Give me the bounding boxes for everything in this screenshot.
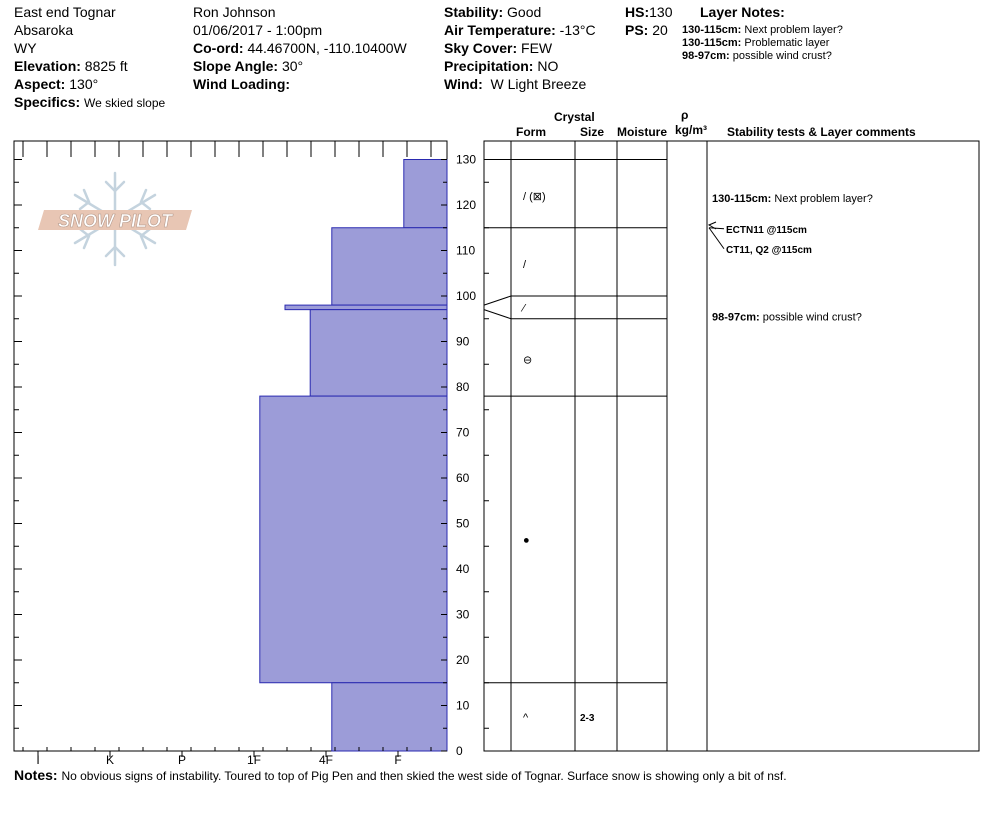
layer-comment-range: 130-115cm:	[712, 193, 772, 206]
height-tick-label: 30	[456, 607, 470, 622]
hardness-tick-label: 4F	[318, 753, 334, 767]
layer-note-text: possible wind crust?	[732, 50, 832, 62]
stability-test-result: CT11, Q2 @115cm	[726, 244, 812, 256]
layer-comment-range: 98-97cm:	[712, 311, 760, 324]
precip-value: NO	[537, 58, 559, 74]
layer-comment-text: possible wind crust?	[759, 311, 862, 324]
layer-comment	[712, 311, 862, 323]
stability-label: Stability:	[444, 4, 504, 20]
slope-value: 30°	[281, 58, 304, 74]
layer-note-text: Next problem layer?	[744, 24, 843, 36]
hardness-layer-bar	[285, 305, 447, 310]
aspect-label: Aspect:	[14, 76, 66, 92]
sky-value: FEW	[521, 40, 553, 56]
crystal-form-symbol: ⊖	[523, 354, 533, 367]
hardness-tick-label: K	[105, 753, 115, 767]
hs-value: 130	[649, 4, 673, 20]
hardness-layer-bar	[260, 396, 447, 683]
height-tick-label: 80	[456, 380, 470, 394]
hardness-layer-bar	[332, 683, 447, 751]
comments-header: Stability tests & Layer comments	[727, 125, 916, 139]
layer-connector-line	[484, 310, 511, 319]
hardness-tick-label: F	[394, 753, 402, 767]
layer-comment-text: Next problem layer?	[771, 193, 873, 206]
hardness-tick-label: 1F	[246, 753, 262, 767]
height-tick-label: 60	[456, 471, 470, 485]
rho-header: ρ	[681, 108, 689, 122]
stability-value: Good	[507, 4, 542, 20]
hardness-tick-label: I	[36, 753, 40, 767]
height-tick-label: 110	[456, 243, 476, 258]
wind-loading-label: Wind Loading:	[193, 76, 291, 92]
hardness-tick-label: P	[177, 753, 187, 767]
height-tick-label: 20	[456, 653, 470, 667]
slope-label: Slope Angle:	[193, 58, 279, 74]
datetime: 01/06/2017 - 1:00pm	[193, 22, 323, 38]
height-tick-label: 120	[456, 198, 477, 212]
layer-connector-line	[484, 296, 511, 305]
density-unit-header: kg/m³	[675, 123, 708, 137]
height-tick-label: 70	[456, 425, 470, 440]
state: WY	[14, 40, 37, 56]
crystal-form-symbol: ⁄	[523, 302, 525, 315]
layer-note-range: 130-115cm:	[682, 37, 742, 49]
notes-label: Notes:	[14, 767, 58, 783]
size-header: Size	[580, 125, 605, 139]
ps-value: 20	[652, 22, 668, 38]
elevation-value: 8825 ft	[84, 58, 128, 74]
hardness-layer-bar	[332, 228, 447, 305]
specifics-label: Specifics:	[14, 94, 81, 110]
layer-notes-title: Layer Notes:	[700, 4, 785, 20]
moisture-header: Moisture	[617, 125, 668, 139]
layer-note-range: 130-115cm:	[682, 24, 742, 36]
precip-label: Precipitation:	[444, 58, 534, 74]
height-tick-label: 90	[456, 334, 470, 349]
coord-label: Co-ord:	[193, 40, 244, 56]
air-temp-value: -13°C	[559, 22, 596, 38]
layer-note-text: Problematic layer	[744, 37, 830, 49]
form-header: Form	[516, 125, 546, 139]
ps-label: PS:	[625, 22, 649, 38]
test-pointer-line	[709, 228, 724, 249]
sky-label: Sky Cover:	[444, 40, 518, 56]
hardness-layer-bar	[310, 310, 447, 396]
crystal-form-symbol: ^	[523, 711, 529, 724]
logo-text: SNOW PILOT	[58, 211, 172, 231]
height-tick-label: 0	[456, 744, 463, 758]
layer-comment	[712, 193, 873, 205]
wind-value: W Light Breeze	[490, 76, 587, 92]
hardness-layer-bar	[404, 160, 447, 228]
location: East end Tognar	[14, 4, 116, 20]
wind-label: Wind:	[444, 76, 483, 92]
specifics-value: We skied slope	[84, 96, 166, 110]
observer: Ron Johnson	[193, 4, 276, 20]
coord-value: 44.46700N, -110.10400W	[247, 40, 407, 56]
notes-text: No obvious signs of instability. Toured to top of Pig Pen and then skied the west side of Tognar. Surface snow is showing only a bit of nsf.	[61, 769, 787, 783]
crystal-size: 2-3	[580, 712, 595, 724]
height-tick-label: 10	[456, 698, 470, 713]
height-tick-label: 40	[456, 562, 470, 576]
stability-test-result: ECTN11 @115cm	[726, 224, 807, 236]
height-tick-label: 100	[456, 289, 477, 303]
crystal-form-symbol: /	[523, 259, 527, 272]
air-temp-label: Air Temperature:	[444, 22, 556, 38]
crystal-form-symbol: / (⊠)	[523, 190, 546, 203]
aspect-value: 130°	[69, 76, 99, 92]
elevation-label: Elevation:	[14, 58, 81, 74]
height-tick-label: 50	[456, 516, 470, 531]
notes	[14, 767, 787, 783]
hs-label: HS:	[625, 4, 650, 20]
range: Absaroka	[14, 22, 74, 38]
crystal-form-symbol: ●	[523, 534, 530, 547]
crystal-header: Crystal	[554, 110, 595, 124]
test-pointer-line	[709, 228, 724, 229]
layer-note-range: 98-97cm:	[682, 50, 730, 62]
height-tick-label: 130	[456, 152, 477, 167]
snow-pilot-logo	[38, 173, 192, 265]
